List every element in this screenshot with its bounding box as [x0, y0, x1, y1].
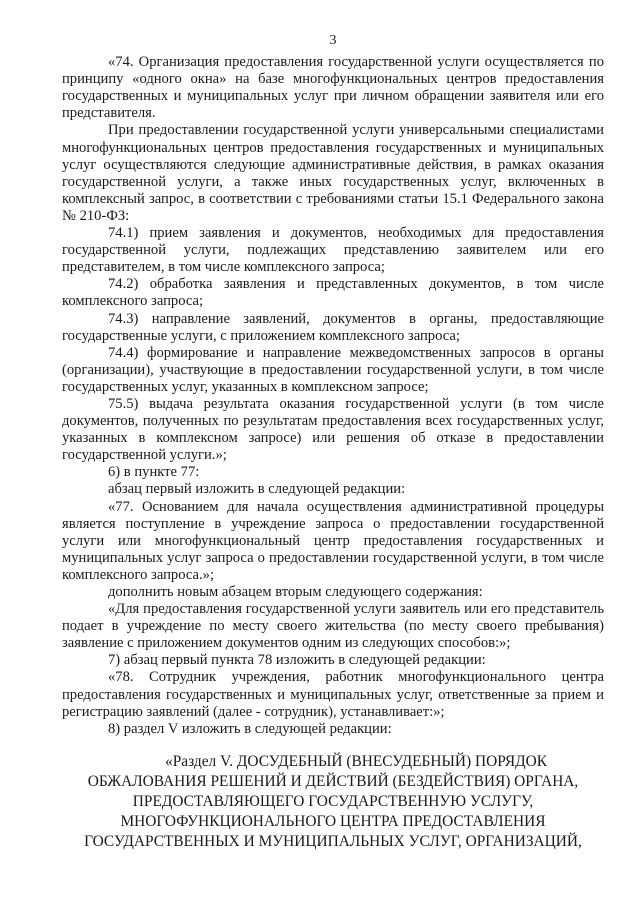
heading-line: ОБЖАЛОВАНИЯ РЕШЕНИЙ И ДЕЙСТВИЙ (БЕЗДЕЙСТВИЯ) ОРГАНА,: [87, 772, 579, 790]
paragraph-item-8: 8) раздел V изложить в следующей редакции:: [108, 720, 392, 737]
paragraph-amend-first: абзац первый изложить в следующей редакции:: [108, 481, 406, 498]
paragraph-item-6: 6) в пункте 77:: [108, 464, 200, 481]
paragraph-74-1: 74.1) прием заявления и документов, необходимых для предоставления государственной услуги, подлежащих представлению заявителем или его представителем, в том числе комплексного запроса;: [62, 225, 604, 276]
paragraph-74-4: 74.4) формирование и направление межведомственных запросов в органы (организации), участвующие в предоставлении государственной услуги, в том числе государственных услуг, указанных в комплексном запросе;: [62, 344, 604, 395]
paragraph-75-5: 75.5) выдача результата оказания государственной услуги (в том числе документов, полученных по результатам предоставления всех государственных услуг, указанных в комплексном запросе) или решения об отказе в предоставлении государственной услуги.»;: [62, 395, 604, 464]
paragraph-74: «74. Организация предоставления государственной услуги осуществляется по принципу «одного окна» на базе многофункциональных центров предоставления государственных и муниципальных услуг при личном обращении заявителя или его представителя.: [62, 54, 604, 122]
document-body: [62, 54, 604, 738]
heading-line: ГОСУДАРСТВЕННЫХ И МУНИЦИПАЛЬНЫХ УСЛУГ, ОРГАНИЗАЦИЙ,: [84, 832, 582, 850]
paragraph-74-2: 74.2) обработка заявления и представленных документов, в том числе комплексного запроса;: [62, 276, 604, 310]
paragraph-78: «78. Сотрудник учреждения, работник многофункционального центра предоставления государственных и муниципальных услуг, ответственные за прием и регистрацию заявлений (далее - сотрудник), устанавливает:»;: [62, 669, 604, 720]
page-number: 3: [329, 33, 337, 48]
paragraph-77: «77. Основанием для начала осуществления административной процедуры является поступление в учреждение запроса о предоставлении государственной услуги или многофункциональный центр предоставления государственных и муниципальных услуг запроса о предоставлении государственной услуги, в том числе комплексного запроса.»;: [62, 498, 604, 583]
paragraph-applicant: «Для предоставления государственной услуги заявитель или его представитель подает в учреждение по месту своего жительства (по месту своего пребывания) заявление с приложением документов одним из следующих способов:»;: [62, 601, 604, 652]
heading-line: ПРЕДОСТАВЛЯЮЩЕГО ГОСУДАРСТВЕННУЮ УСЛУГУ,: [132, 792, 534, 810]
section-v-heading: [62, 752, 604, 852]
paragraph-74-actions: При предоставлении государственной услуги универсальными специалистами многофункциональных центров предоставления государственных и муниципальных услуг осуществляются следующие административные действия, в рамках оказания государственной услуги, а также иных государственных услуг, включенных в комплексный запрос, в соответствии с требованиями статьи 15.1 Федерального закона № 210-ФЗ:: [62, 122, 604, 224]
paragraph-item-7: 7) абзац первый пункта 78 изложить в следующей редакции:: [108, 652, 486, 669]
paragraph-74-3: 74.3) направление заявлений, документов в органы, предоставляющие государственные услуги, с приложением комплексного запроса;: [62, 310, 604, 344]
heading-line: МНОГОФУНКЦИОНАЛЬНОГО ЦЕНТРА ПРЕДОСТАВЛЕНИЯ: [120, 812, 546, 830]
paragraph-add-second: дополнить новым абзацем вторым следующего содержания:: [108, 584, 483, 600]
heading-line: «Раздел V. ДОСУДЕБНЫЙ (ВНЕСУДЕБНЫЙ) ПОРЯДОК: [165, 752, 547, 770]
